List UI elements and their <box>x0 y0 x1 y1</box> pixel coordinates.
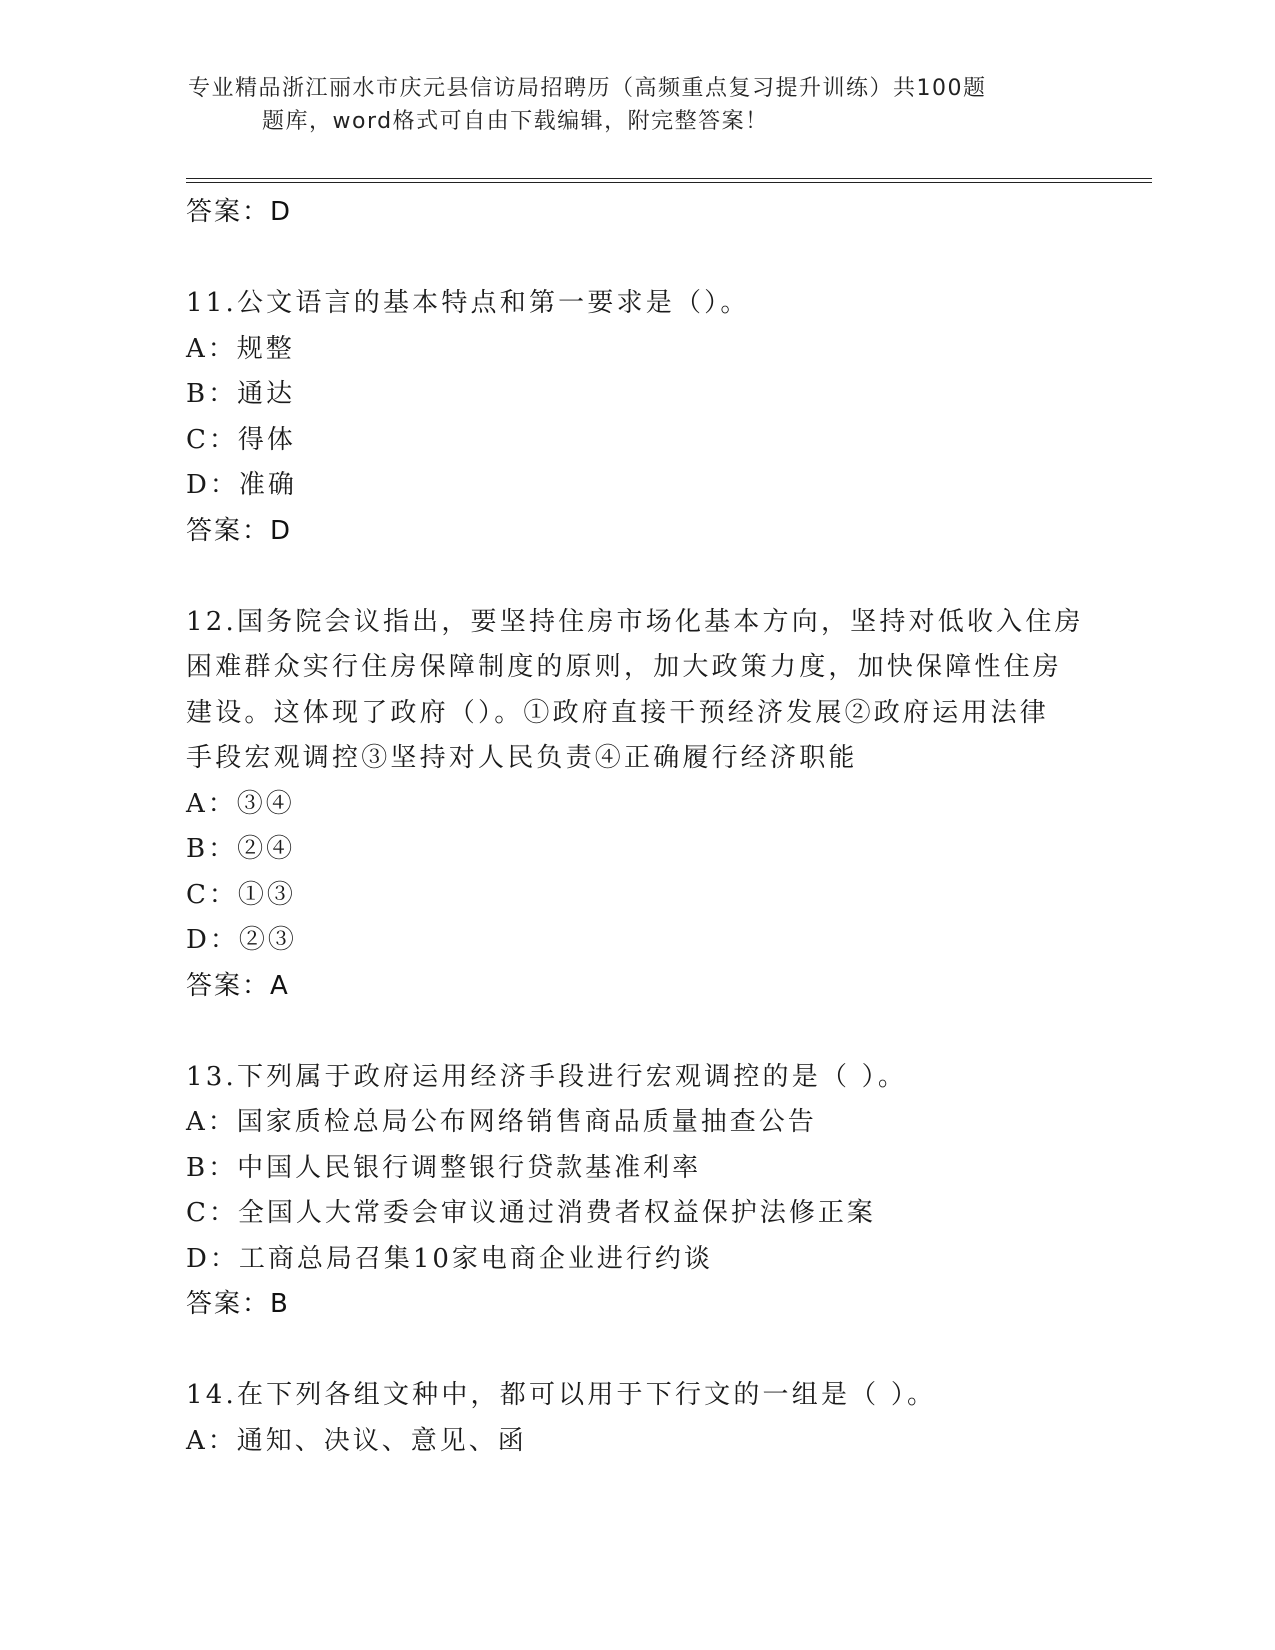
header-title-line-1: 专业精品浙江丽水市庆元县信访局招聘历（高频重点复习提升训练）共100题 <box>188 76 987 101</box>
answer-line: 答案：B <box>186 1289 290 1319</box>
question-stem: 11.公文语言的基本特点和第一要求是（）。 <box>186 288 750 318</box>
option-a: A：③④ <box>186 788 295 819</box>
option-b: B：②④ <box>186 834 296 864</box>
option-c: C：得体 <box>186 424 296 455</box>
header-title-line-2: 题库，word格式可自由下载编辑，附完整答案！ <box>262 109 769 134</box>
question-stem: 13.下列属于政府运用经济手段进行宏观调控的是（ ）。 <box>186 1061 908 1092</box>
option-b: B：中国人民银行调整银行贷款基准利率 <box>186 1152 702 1183</box>
option-d: D：准确 <box>186 470 297 500</box>
spacer <box>186 554 1086 600</box>
question-13 <box>186 1055 1086 1328</box>
option-c: C：全国人大常委会审议通过消费者权益保护法修正案 <box>186 1198 876 1228</box>
document-body <box>186 190 1086 1464</box>
spacer <box>186 1009 1086 1055</box>
option-d: D：工商总局召集10家电商企业进行约谈 <box>186 1243 713 1274</box>
option-c: C：①③ <box>186 879 296 910</box>
question-14 <box>186 1373 1086 1464</box>
answer-line: 答案：D <box>186 515 293 546</box>
option-a: A：通知、决议、意见、函 <box>186 1425 527 1456</box>
question-12 <box>186 600 1086 1010</box>
spacer <box>186 1328 1086 1374</box>
header-rule-top <box>186 178 1152 179</box>
answer-line: 答案：D <box>186 197 293 227</box>
document-header <box>188 72 1068 138</box>
question-stem: 14.在下列各组文种中，都可以用于下行文的一组是（ ）。 <box>186 1380 937 1410</box>
question-11 <box>186 281 1086 554</box>
question-stem: 困难群众实行住房保障制度的原则，加大政策力度，加快保障性住房 <box>186 652 1063 682</box>
option-b: B：通达 <box>186 379 296 409</box>
option-a: A：国家质检总局公布网络销售商品质量抽查公告 <box>186 1107 817 1137</box>
question-stem: 12.国务院会议指出，要坚持住房市场化基本方向，坚持对低收入住房 <box>186 606 1084 637</box>
spacer <box>186 236 1086 282</box>
option-a: A：规整 <box>186 333 295 364</box>
question-stem: 手段宏观调控③坚持对人民负责④正确履行经济职能 <box>186 743 858 773</box>
answer-line: 答案：A <box>186 970 290 1001</box>
header-rule-bottom <box>186 182 1152 183</box>
option-d: D：②③ <box>186 925 297 955</box>
question-stem: 建设。这体现了政府（）。①政府直接干预经济发展②政府运用法律 <box>186 697 1050 728</box>
